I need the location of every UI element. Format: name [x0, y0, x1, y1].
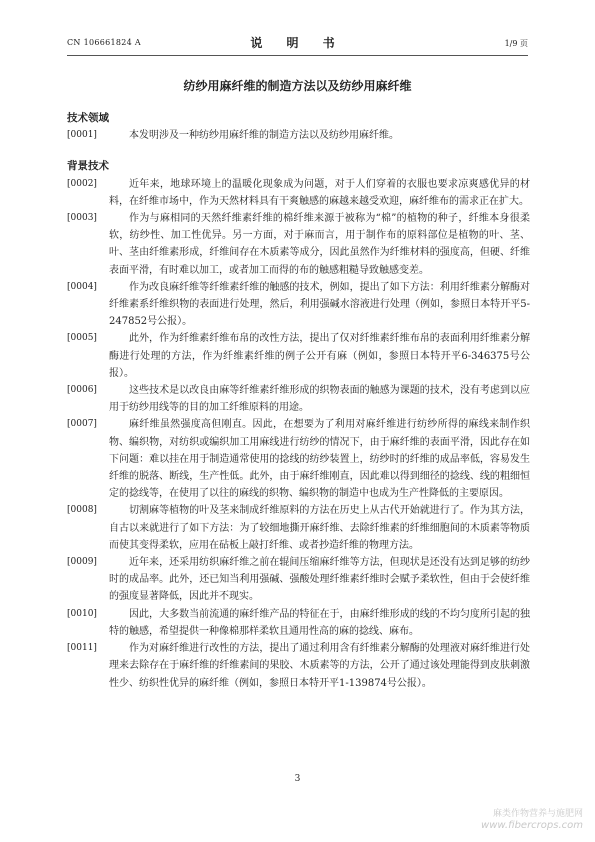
paragraph — [67, 176, 530, 210]
paragraph-number: [0002] — [67, 178, 97, 189]
paragraph-number: [0008] — [67, 505, 97, 516]
watermark-text: 麻类作物营养与施肥网 — [492, 809, 583, 819]
paragraph-number: [0009] — [67, 557, 97, 568]
paragraph — [67, 554, 530, 606]
header-title: 说 明 书 — [250, 36, 345, 50]
paragraph — [67, 640, 530, 692]
paragraph-text: 切割麻等植物的叶及茎来制成纤维原料的方法在历史上从古代开始就进行了。作为其方法，自古以来就进行了如下方法：为了较细地撕开麻纤维、去除纤维素的纤维细胞间的木质素等物质而使其变得柔软，应用在砧板上敲打纤维、或者抄造纤维的物理方法。 — [109, 505, 530, 551]
section-heading: 背景技术 — [67, 160, 109, 173]
paragraph-text: 麻纤维虽然强度高但刚直。因此，在想要为了利用对麻纤维进行纺纱所得的麻线来制作织物、编织物，对纺织或编织加工用麻线进行纺纱的情况下，由于麻纤维的表面平滑，因此存在如下问题：难以挂在用于制造通常使用的捻线的纺纱装置上，纺纱时的纤维的成品率低，容易发生纤维的脱落、断线，生产性低。此外，由于麻纤维刚直，因此难以得到细径的捻线、线的粗细恒定的捻线等，在使用了以往的麻线的织物、编织物的制造中也成为生产性降低的主要原因。 — [109, 419, 530, 500]
watermark-url: www.fibercrops.com — [481, 820, 583, 831]
paragraph-number: [0006] — [67, 385, 97, 396]
paragraph-text: 作为对麻纤维进行改性的方法，提出了通过利用含有纤维素分解酶的处理液对麻纤维进行处理来去除存在于麻纤维的纤维素间的果胶、木质素等的方法，公开了通过该处理能得到皮肤刺激性少、纺织性优异的麻纤维（例如，参照日本特开平1-139874号公报）。 — [109, 643, 530, 689]
paragraph-text: 作为改良麻纤维等纤维素纤维的触感的技术，例如，提出了如下方法：利用纤维素分解酶对纤维素系纤维织物的表面进行处理，然后，利用强碱水溶液进行处理（例如，参照日本特开平5-247852号公报）。 — [109, 281, 530, 328]
paragraph-text: 近年来，还采用纺织麻纤维之前在辊间压缩麻纤维等方法，但现状是还没有达到足够的纺纱时的成品率。此外，还已知当利用强碱、强酸处理纤维素纤维时会赋予柔软性，但由于会使纤维的强度显著降低，因此并不现实。 — [109, 557, 530, 603]
paragraph-number: [0004] — [67, 281, 97, 292]
paragraph — [67, 416, 530, 502]
paragraph-text: 因此，大多数当前流通的麻纤维产品的特征在于，由麻纤维形成的线的不均匀度所引起的独特的触感，希望提供一种像棉那样柔软且通用性高的麻的捻线、麻布。 — [109, 608, 530, 637]
paragraph-text: 本发明涉及一种纺纱用麻纤维的制造方法以及纺纱用麻纤维。 — [129, 130, 399, 142]
header-rule — [67, 55, 528, 56]
paragraph-text: 此外，作为纤维素纤维布帛的改性方法，提出了仅对纤维素纤维布帛的表面利用纤维素分解酶进行处理的方法，作为纤维素纤维的例子公开有麻（例如，参照日本特开平6-346375号公报）。 — [109, 333, 530, 379]
page-indicator: 1/9 页 — [504, 39, 528, 48]
document-body — [67, 110, 530, 692]
paragraph — [67, 502, 530, 554]
paragraph-text: 这些技术是以改良由麻等纤维素纤维形成的织物表面的触感为课题的技术，没有考虑到以应用于纺纱用线等的目的加工纤维原料的用途。 — [109, 385, 530, 414]
paragraph-number: [0007] — [67, 419, 97, 430]
paragraph-number: [0001] — [67, 130, 97, 141]
paragraph — [67, 382, 530, 416]
paragraph-number: [0011] — [67, 643, 97, 654]
paragraph — [67, 279, 530, 331]
paragraph-number: [0005] — [67, 333, 97, 344]
document-title: 纺纱用麻纤维的制造方法以及纺纱用麻纤维 — [183, 79, 412, 93]
paragraph-text: 近年来，地球环境上的温暖化现象成为问题，对于人们穿着的衣服也要求凉爽感优异的材料，在纤维市场中，作为天然材料具有干爽触感的麻越来越受欢迎，麻纤维布的需求正在扩大。 — [109, 178, 530, 207]
page-number: 3 — [294, 774, 301, 784]
paragraph — [67, 127, 530, 144]
paragraph — [67, 210, 530, 279]
patent-number: CN 106661824 A — [67, 38, 141, 47]
paragraph — [67, 330, 530, 382]
section-heading: 技术领域 — [67, 112, 109, 124]
paragraph-number: [0010] — [67, 608, 97, 619]
section-gap — [67, 144, 530, 158]
paragraph-text: 作为与麻相同的天然纤维素纤维的棉纤维来源于被称为“棉”的植物的种子，纤维本身很柔软，纺纱性、加工性优异。另一方面，对于麻而言，用于制作布的原料部位是植物的叶、茎、叶、茎由纤维素形成，纤维间存在木质素等成分，因此虽然作为纤维材料的强度高，但硬、纤维表面平滑，有时难以加工，或者加工而得的布的触感粗糙导致触感变差。 — [109, 213, 530, 276]
watermark — [481, 809, 583, 831]
page-header — [67, 34, 528, 50]
paragraph-number: [0003] — [67, 213, 97, 224]
paragraph — [67, 606, 530, 640]
